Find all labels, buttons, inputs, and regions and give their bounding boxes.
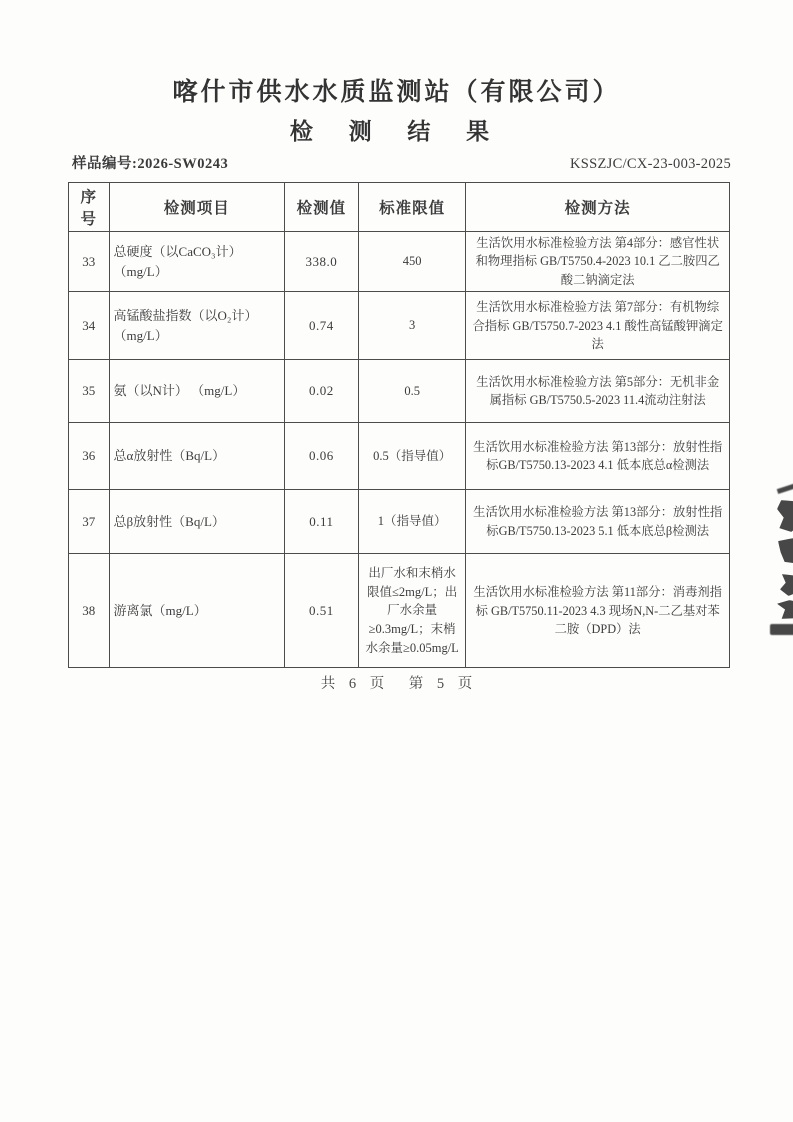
table-header-row xyxy=(69,183,730,232)
cell-item: 游离氯（mg/L） xyxy=(109,554,284,668)
cell-value: 0.06 xyxy=(284,423,358,490)
cell-limit: 1（指导值） xyxy=(358,490,465,554)
cell-item: 总硬度（以CaCO₃计）（mg/L） xyxy=(109,232,284,292)
cell-value: 0.51 xyxy=(284,554,358,668)
scan-edge-artifact xyxy=(763,478,793,644)
cell-method: 生活饮用水标准检验方法 第5部分：无机非金属指标 GB/T5750.5-2023 11.4流动注射法 xyxy=(466,360,730,423)
cell-no: 33 xyxy=(69,232,110,292)
cell-no: 35 xyxy=(69,360,110,423)
cell-method: 生活饮用水标准检验方法 第11部分：消毒剂指标 GB/T5750.11-2023 4.3 现场N,N-二乙基对苯二胺（DPD）法 xyxy=(466,554,730,668)
header-item: 检测项目 xyxy=(109,183,284,232)
report-subtitle: 检 测 结 果 xyxy=(289,119,504,144)
table-row xyxy=(69,423,730,490)
cell-no: 38 xyxy=(69,554,110,668)
artifact-mark xyxy=(777,500,793,532)
cell-item: 总β放射性（Bq/L） xyxy=(109,490,284,554)
cell-limit: 450 xyxy=(358,232,465,292)
artifact-mark xyxy=(777,600,793,619)
cell-method: 生活饮用水标准检验方法 第13部分：放射性指标GB/T5750.13-2023 4.1 低本底总α检测法 xyxy=(466,423,730,490)
cell-no: 34 xyxy=(69,292,110,360)
cell-value: 0.74 xyxy=(284,292,358,360)
artifact-mark xyxy=(780,574,793,596)
cell-item: 氨（以N计） （mg/L） xyxy=(109,360,284,423)
table-row xyxy=(69,554,730,668)
cell-method: 生活饮用水标准检验方法 第4部分：感官性状和物理指标 GB/T5750.4-2023 10.1 乙二胺四乙酸二钠滴定法 xyxy=(466,232,730,292)
cell-method: 生活饮用水标准检验方法 第13部分：放射性指标GB/T5750.13-2023 5.1 低本底总β检测法 xyxy=(466,490,730,554)
table-row xyxy=(69,232,730,292)
header-method: 检测方法 xyxy=(466,183,730,232)
table-row xyxy=(69,490,730,554)
cell-value: 338.0 xyxy=(284,232,358,292)
cell-no: 37 xyxy=(69,490,110,554)
cell-no: 36 xyxy=(69,423,110,490)
header-limit: 标准限值 xyxy=(358,183,465,232)
cell-item: 高锰酸盐指数（以O₂计）（mg/L） xyxy=(109,292,284,360)
cell-limit: 0.5（指导值） xyxy=(358,423,465,490)
header-value: 检测值 xyxy=(284,183,358,232)
sample-number: 样品编号:2026-SW0243 xyxy=(72,156,229,172)
document-number: KSSZJC/CX-23-003-2025 xyxy=(570,156,731,172)
cell-limit: 3 xyxy=(358,292,465,360)
artifact-mark xyxy=(778,538,793,564)
header-no: 序号 xyxy=(69,183,110,232)
cell-value: 0.02 xyxy=(284,360,358,423)
artifact-mark xyxy=(770,624,793,635)
cell-value: 0.11 xyxy=(284,490,358,554)
cell-item: 总α放射性（Bq/L） xyxy=(109,423,284,490)
results-table xyxy=(68,182,730,668)
table-row xyxy=(69,360,730,423)
artifact-mark xyxy=(777,483,793,494)
table-row xyxy=(69,292,730,360)
cell-limit: 0.5 xyxy=(358,360,465,423)
page-title: 喀什市供水水质监测站（有限公司） xyxy=(172,79,621,106)
cell-method: 生活饮用水标准检验方法 第7部分：有机物综合指标 GB/T5750.7-2023 4.1 酸性高锰酸钾滴定法 xyxy=(466,292,730,360)
page-number-footer: 共 6 页 第 5 页 xyxy=(320,676,478,692)
meta-line xyxy=(72,152,731,173)
cell-limit: 出厂水和末梢水限值≤2mg/L；出厂水余量≥0.3mg/L；末梢水余量≥0.05mg/L xyxy=(358,554,465,668)
